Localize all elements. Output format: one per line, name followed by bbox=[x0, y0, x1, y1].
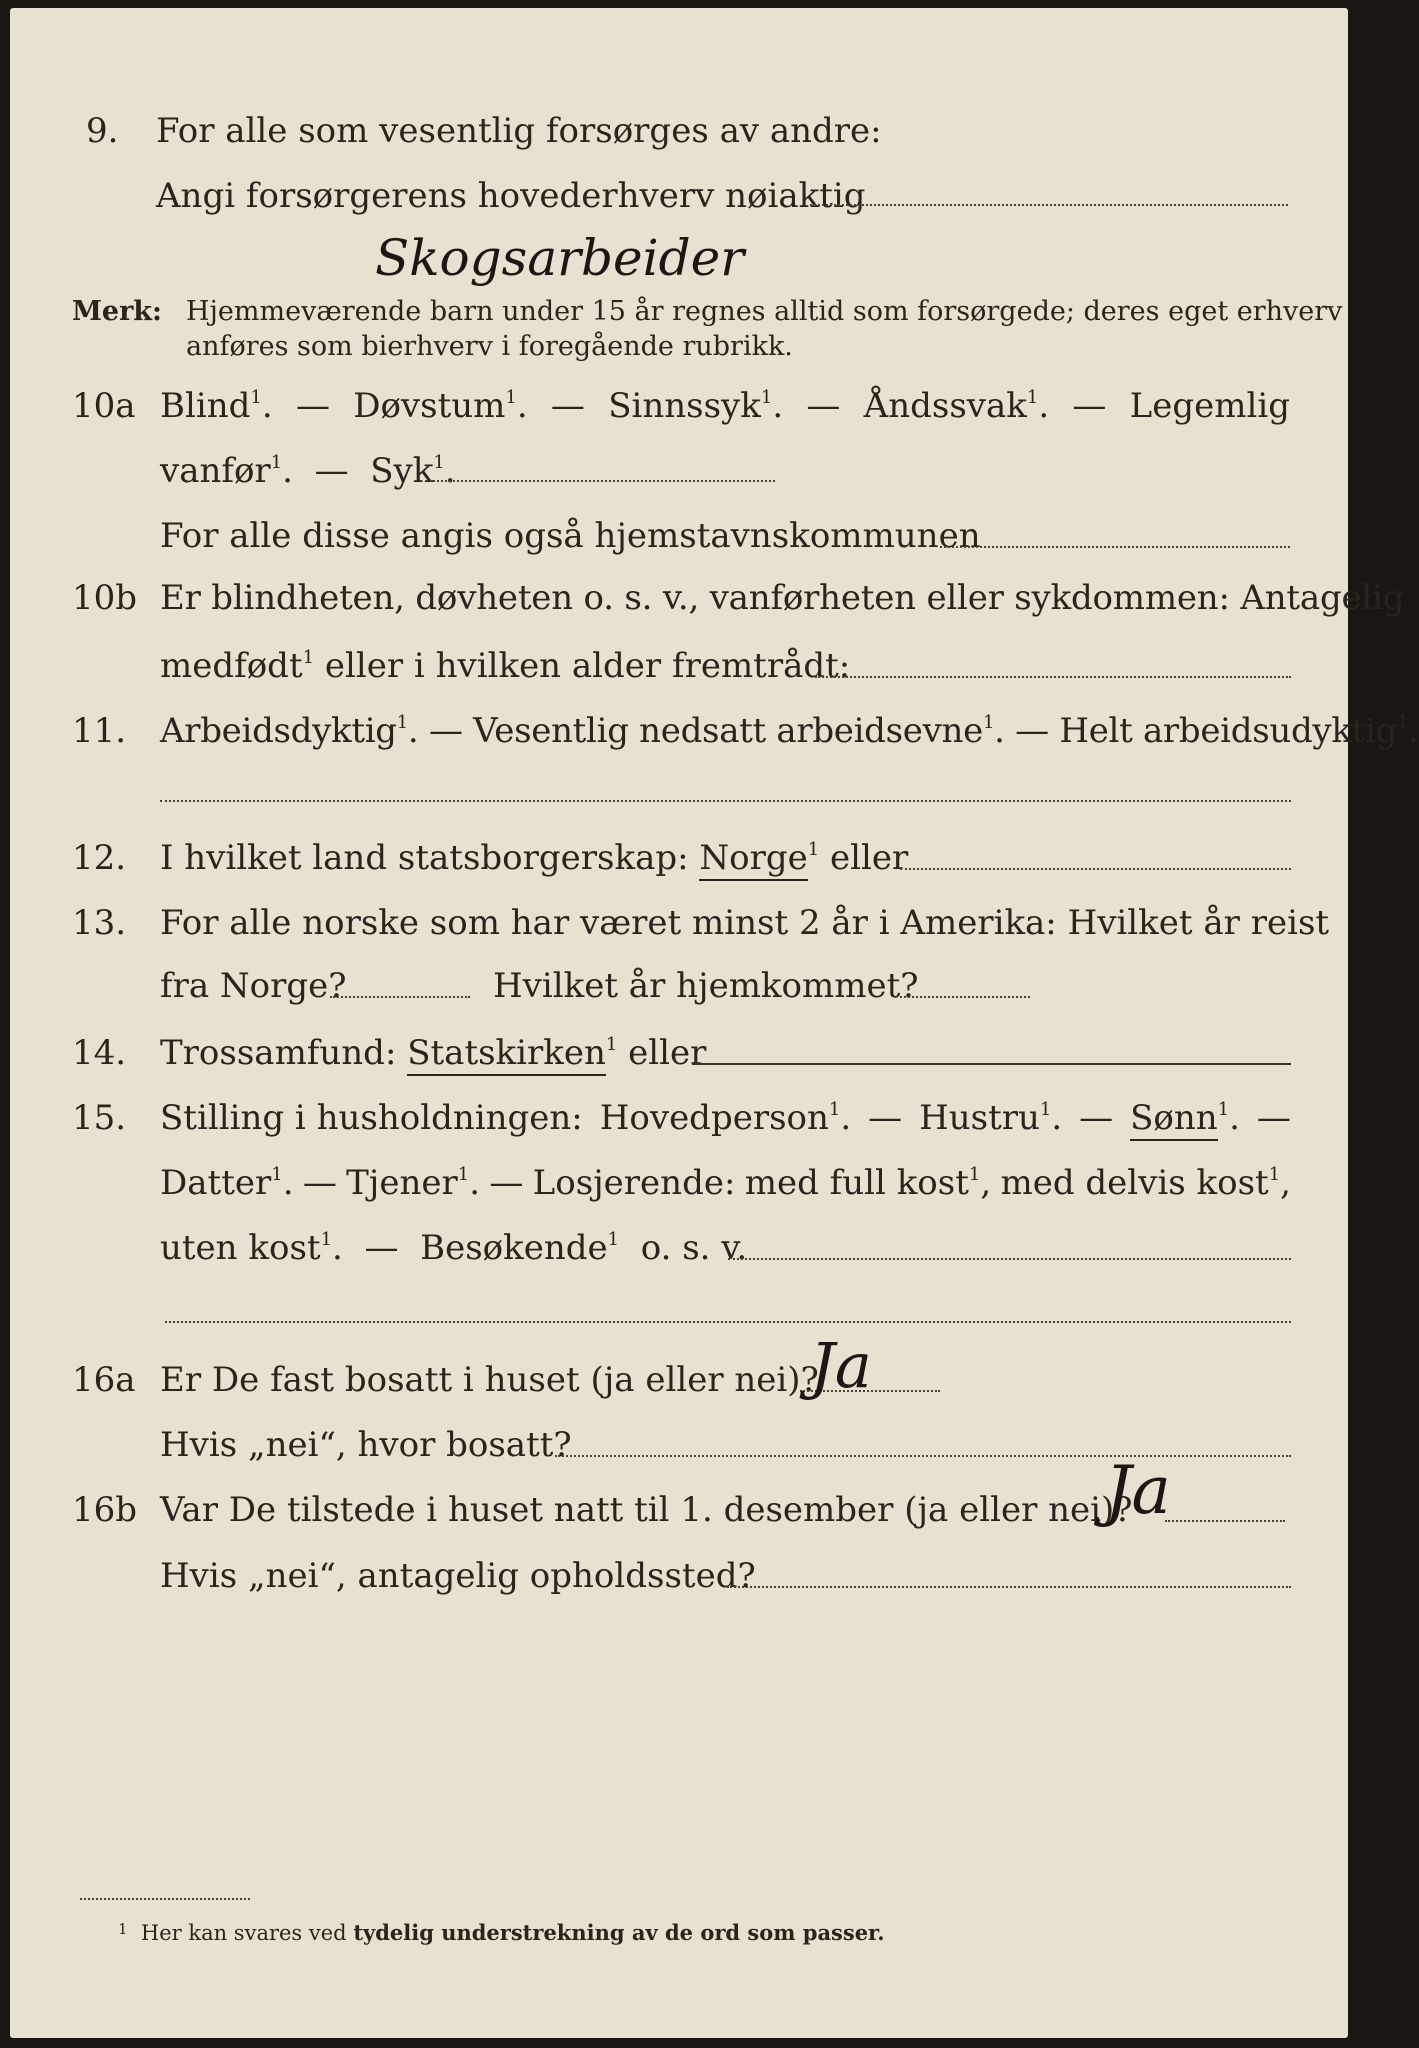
q10b-line2: medfødt$^1$ eller i hvilken alder fremtrådt: bbox=[160, 646, 851, 686]
q12-dotted-line bbox=[900, 868, 1291, 870]
q10a-line3: For alle disse angis også hjemstavnskommunen bbox=[160, 516, 981, 556]
q10a-line1 bbox=[160, 386, 1290, 426]
q16b-line2: Hvis „nei“, antagelig opholdssted? bbox=[160, 1556, 756, 1596]
q12-number: 12. bbox=[72, 838, 127, 878]
q9-number: 9. bbox=[86, 111, 119, 151]
q9-handwritten-answer: Skogsarbeider bbox=[375, 229, 745, 287]
q11-number: 11. bbox=[72, 711, 127, 751]
q9-dotted-line bbox=[810, 204, 1288, 206]
q10b-line1: Er blindheten, døvheten o. s. v., vanførheten eller sykdommen: Antagelig bbox=[160, 578, 1405, 618]
q9-line2: Angi forsørgerens hovederhverv nøiaktig bbox=[156, 176, 866, 216]
q10b-dotted-line bbox=[815, 676, 1291, 678]
merk-line1: Hjemmeværende barn under 15 år regnes alltid som forsørgede; deres eget erhverv bbox=[186, 296, 1343, 327]
q16b-line1: Var De tilstede i huset natt til 1. desember (ja eller nei)? bbox=[160, 1490, 1133, 1530]
q15-number: 15. bbox=[72, 1098, 127, 1138]
q10a-number: 10a bbox=[72, 386, 136, 426]
q14-line1: Trossamfund: Statskirken$^1$ eller bbox=[160, 1033, 706, 1073]
dash: — bbox=[806, 386, 841, 426]
q15-dotted-line bbox=[728, 1258, 1291, 1260]
dash: — bbox=[550, 386, 585, 426]
q12-norge-underlined: Norge bbox=[699, 838, 807, 881]
q16b-handwritten-answer: Ja bbox=[1105, 1452, 1171, 1529]
q11-dotted-line bbox=[160, 800, 1291, 802]
q10a-blind: Blind$^1$. bbox=[160, 386, 273, 426]
q14-number: 14. bbox=[72, 1033, 127, 1073]
q14-statskirken-underlined: Statskirken bbox=[407, 1033, 606, 1076]
q13-dotted-line-2 bbox=[895, 996, 1030, 998]
q16a-handwritten-answer: Ja bbox=[810, 1329, 872, 1402]
q13-number: 13. bbox=[72, 903, 127, 943]
q10a-line2: vanfør$^1$. — Syk$^1$. bbox=[160, 451, 456, 491]
q10a-dotted-line bbox=[430, 480, 775, 482]
q16a-line1: Er De fast bosatt i huset (ja eller nei)? bbox=[160, 1360, 819, 1400]
q10b-number: 10b bbox=[72, 578, 138, 618]
q10a-andssvak: Åndssvak$^1$. bbox=[863, 386, 1050, 426]
q16a-number: 16a bbox=[72, 1360, 136, 1400]
footnote: $^1$ Her kan svares ved tydelig understrekning av de ord som passer. bbox=[118, 1920, 885, 1945]
q10a-sinnssyk: Sinnssyk$^1$. bbox=[608, 386, 784, 426]
q12-line1: I hvilket land statsborgerskap: Norge$^1$ eller bbox=[160, 838, 908, 878]
q15-line2: Datter$^1$. — Tjener$^1$. — Losjerende: med full kost$^1$, med delvis kost$^1$, bbox=[160, 1163, 1291, 1203]
q15-line1: Stilling i husholdningen: Hovedperson$^1$. — Hustru$^1$. — Sønn$^1$. — bbox=[160, 1098, 1291, 1138]
merk-label-text: Merk: bbox=[72, 296, 162, 327]
census-form-page bbox=[10, 8, 1419, 2038]
q16b-dotted-line-2 bbox=[727, 1586, 1291, 1588]
merk-line2: anføres som bierhverv i foregående rubrikk. bbox=[186, 331, 793, 362]
q13-dotted-line-1 bbox=[330, 996, 470, 998]
dash: — bbox=[1072, 386, 1107, 426]
q10a-dotted-line-2 bbox=[940, 546, 1290, 548]
q9-line1: For alle som vesentlig forsørges av andre: bbox=[156, 111, 882, 151]
q16a-line2: Hvis „nei“, hvor bosatt? bbox=[160, 1425, 572, 1465]
q16a-dotted-line-2 bbox=[555, 1455, 1291, 1457]
q14-answer-line bbox=[692, 1063, 1291, 1065]
merk-label bbox=[72, 295, 162, 329]
dash: — bbox=[295, 386, 330, 426]
q11-line1: Arbeidsdyktig$^1$. — Vesentlig nedsatt arbeidsevne$^1$. — Helt arbeidsudyktig$^1$. bbox=[160, 711, 1419, 751]
q13-hjemkommet: Hvilket år hjemkommet? bbox=[493, 966, 919, 1006]
q15-sonn-underlined: Sønn bbox=[1130, 1098, 1218, 1141]
q10a-legemlig: Legemlig bbox=[1129, 386, 1290, 426]
q15-line3: uten kost$^1$. — Besøkende$^1$ o. s. v. bbox=[160, 1228, 748, 1268]
q16b-number: 16b bbox=[72, 1490, 138, 1530]
footnote-rule bbox=[80, 1898, 250, 1900]
q16b-dotted-line bbox=[1165, 1520, 1285, 1522]
q10a-dovstum: Døvstum$^1$. bbox=[353, 386, 528, 426]
q15-dotted-line-2 bbox=[165, 1321, 1291, 1323]
q13-line1: For alle norske som har været minst 2 år i Amerika: Hvilket år reist bbox=[160, 903, 1330, 943]
q13-fra-norge: fra Norge? bbox=[160, 966, 347, 1006]
